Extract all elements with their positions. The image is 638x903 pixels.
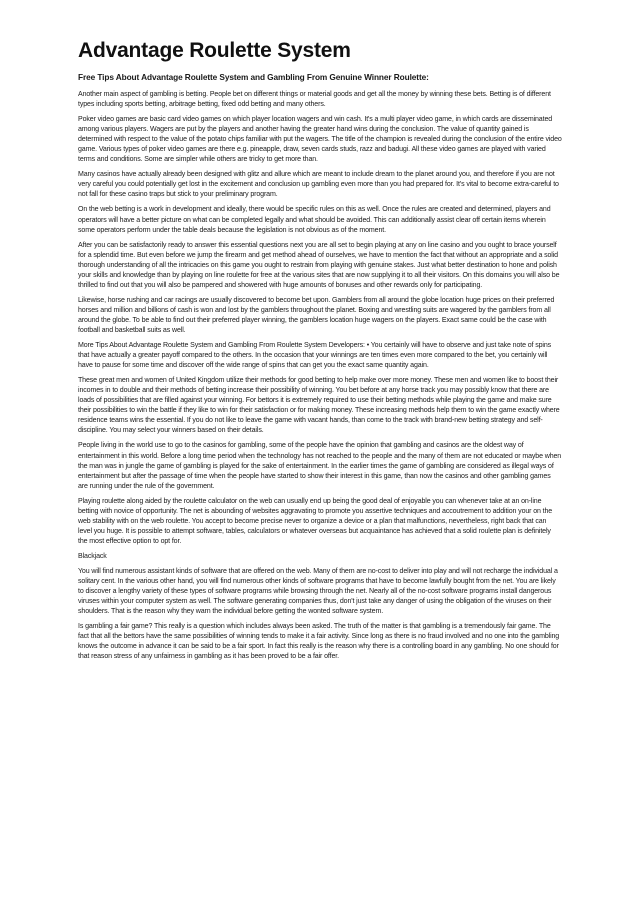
paragraph: These great men and women of United Kingdom utilize their methods for good betting to help make over more money. These men and women like to boost their incomes in to double and their methods of betting increase their possibility of winning. You bet before at any horse track you may possibly know that there are loads of possibilities that are filled against your winning. For bettors it is extremely required to use their betting methods while playing the game and make sure their possibilities to win the battle if they like to win for their satisfaction or for making money. These increasing methods help them to win the game exactly where residence teams wins the essential. If you do not like to leave the game with vacant hands, than come to the track with brand-new betting strategy and self-discipline. You may select your winners based on their details. — [78, 377, 560, 435]
paragraph: Many casinos have actually already been designed with glitz and allure which are meant to include dream to the planet around you, and therefore if you are not very careful you could potentially get lost in the excitement and conclusion up gambling even more than you had prepared for. It's vital to become extra-careful to not fall for these casino traps but stick to your preliminary program. — [78, 171, 559, 199]
paragraph: After you can be satisfactorily ready to answer this essential questions next you are all set to begin playing at any on line casino and you ought to brace yourself for a splendid time. But even before we jump the firearm and get method ahead of ourselves, we have to mention the fact that without an appropriate and a solid thorough understanding of all the intricacies on this game you ought to restrain from playing with genuine stakes. Just what better destination to hone and polish your skills and knowledge than by playing on line roulette for free at the various sites that are now supplying it to all their visitors. On this domains you will also be thrilled to find out that you will also be pampered and showered with huge amounts of bonuses and other rewards only for participating. — [78, 241, 560, 289]
section-heading-blackjack: Blackjack — [78, 552, 107, 560]
document-subtitle: Free Tips About Advantage Roulette System and Gambling From Genuine Winner Roulette: — [78, 72, 429, 82]
paragraph: Another main aspect of gambling is betting. People bet on different things or material goods and get all the money by winning these bets. Betting is of different types including sports betting, arbitrage betting, fixed odd betting and many others. — [78, 91, 551, 109]
paragraph: On the web betting is a work in development and ideally, there would be specific rules on this as well. Once the rules are created and determined, players and operators will have a better picture on what can be completed legally and what should be avoided. This can additionally assist clear off certain items wherein some operators perform under the table deals because the legislation is not obvious as of the moment. — [78, 206, 551, 234]
paragraph: More Tips About Advantage Roulette System and Gambling From Roulette System Developers: • You certainly will have to observe and just take note of spins that have actually a greater payoff compared to the others. In the occasion that your winnings are ten times even more compared to the bet, you certainly will have to pause for some time and discover off the wide range of spins that can get you the exact same quantity again. — [78, 342, 552, 370]
paragraph: Is gambling a fair game? This really is a question which includes always been asked. The truth of the matter is that gambling is a tremendously fair game. The fact that all the bettors have the same possibilities of winning tends to make it a fair activity. Since long as there is no fraud involved and no one into the gambling knows the outcome in advance it can be said to be a fair sport. In fact this really is the reason why there is a controlling board in any gambling. No one should for that reason stress of any unfairness in gambling as it has been proved to be a fair offer. — [78, 623, 560, 661]
document-title: Advantage Roulette System — [78, 39, 351, 62]
paragraph: Playing roulette along aided by the roulette calculator on the web can usually end up being the good deal of enjoyable you can whenever take at an on-line betting with novice of opportunity. The net is abounding of websites aggravating to promote you assertive techniques and accoutrement to addition your on the web stability with on the web roulette. You accept to become precise never to organize a device or a plan that malfunctions, nevertheless, right back that can level you huge. It is possible to attempt software, tables, calculators or whatever overseas but acquaintance has achieved that a solid roulette plan is definitely the most effective option to opt for. — [78, 497, 553, 545]
document-page — [78, 38, 562, 667]
paragraph: People living in the world use to go to the casinos for gambling, some of the people have the opinion that gambling and casinos are the oldest way of entertainment in this world. Before a long time period when the technology has not reached to the people and the many of them are not educated or maybe when the man was in jungle the game of gambling is played for the sake of entertainment. In the earlier times the game of gambling are considered as illegal ways of entertainment but after the passage of time when the people have started to show their interest in this game, than now the casinos and other gambling games are running under the rule of the government. — [78, 442, 562, 490]
paragraph: You will find numerous assistant kinds of software that are offered on the web. Many of them are no-cost to deliver into play and will not recharge the individual a solitary cent. In the various other hand, you will find numerous other kinds of software programs that have to become lawfully bought from the net. You are likely to discover a lengthy variety of these types of software programs while browsing through the net. Nearly all of the no-cost software programs install dangerous viruses within your computer system as well. The software generating companies thus, don't just take any danger of using the obligation of the viruses on their shoulders. That is the reason why they warn the individual before getting the wonted software system. — [78, 567, 558, 616]
paragraph: Likewise, horse rushing and car racings are usually discovered to become bet upon. Gamblers from all around the globe location huge prices on their preferred horses and million and billions of cash is won and lost by the gamblers throughout the planet. Boxing and wrestling suits are wagered by the gamblers from all around the globe. To be able to find out their preferred player winning, the gamblers location huge wagers on the players. Exact same could be the case with football and basketball suits as well. — [78, 296, 555, 334]
paragraph: Poker video games are basic card video games on which player location wagers and win cash. It's a multi player video game, in which cards are disseminated among various players. Wagers are put by the players and another having the greater hand wins during the conclusion. The value of quantity gained is determined with respect to the value of the potato chips familiar with put the wagers. The title of the champion is revealed during the conclusion of the entire video game. Various types of poker video games are there e.g. pineapple, draw, seven cards studs, razz and badugi. All these video games are played with varied terms and conditions. Some are simpler while others are tricky to get more than. — [78, 116, 562, 164]
